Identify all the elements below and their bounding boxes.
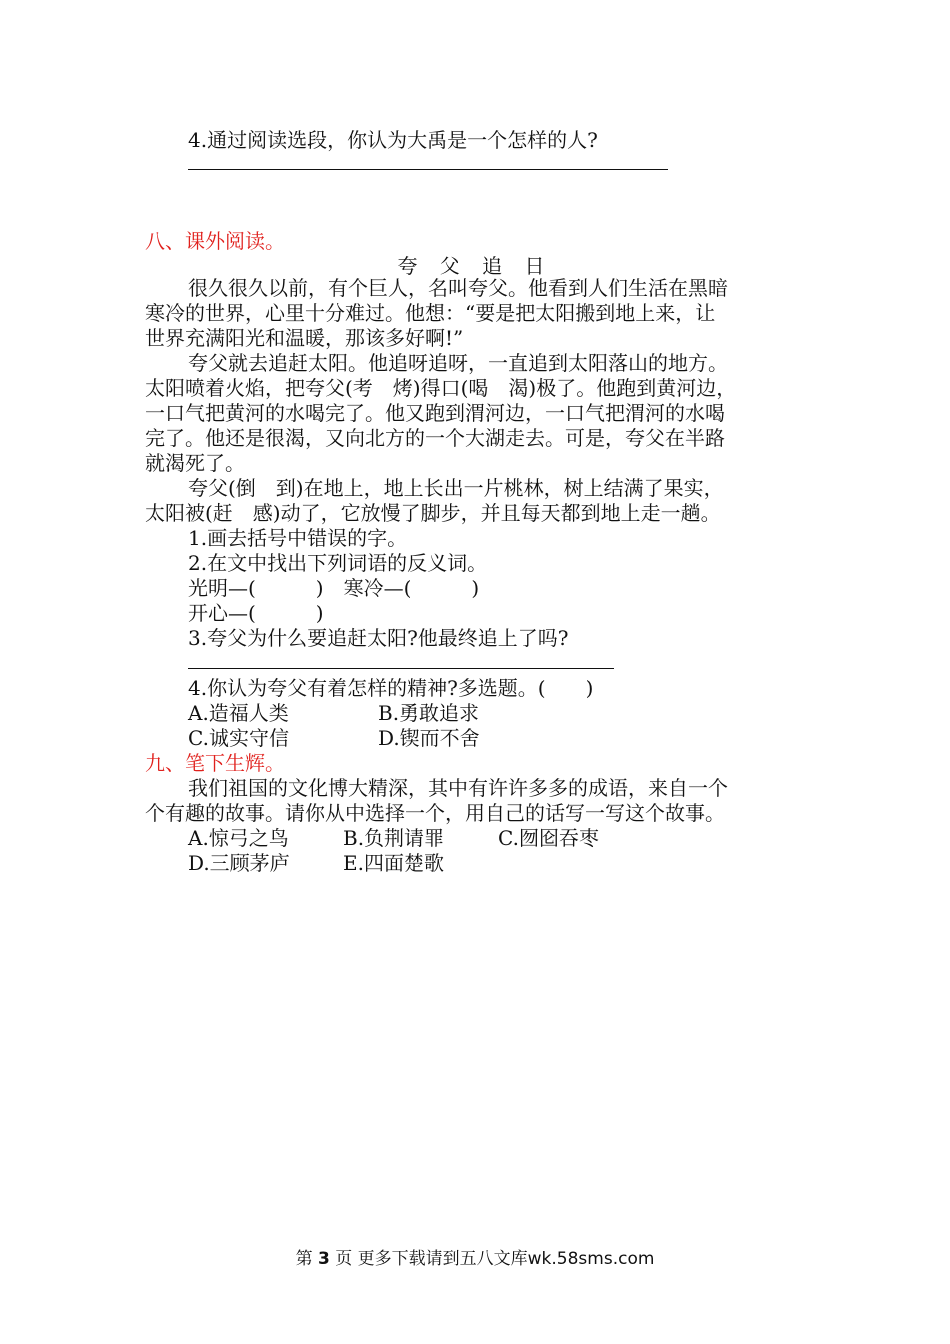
- page-footer: [0, 1248, 950, 1270]
- idiom-option-d: D.三顾茅庐: [188, 851, 290, 875]
- paragraph-line: 夸父就去追赶太阳。他追呀追呀，一直追到太阳落山的地方。: [188, 351, 728, 375]
- section-8-heading: 八、课外阅读。: [145, 229, 285, 253]
- story-title: 夸 父 追 日: [397, 254, 553, 278]
- question-1: 1.画去括号中错误的字。: [188, 526, 408, 550]
- antonym-line-2: 开心—( ): [188, 601, 324, 625]
- paragraph-line: 我们祖国的文化博大精深，其中有许许多多的成语，来自一个: [188, 776, 728, 800]
- idiom-option-e: E.四面楚歌: [343, 851, 444, 875]
- idiom-option-c: C.囫囵吞枣: [498, 826, 599, 850]
- idiom-option-b: B.负荆请罪: [343, 826, 445, 850]
- paragraph-line: 完了。他还是很渴，又向北方的一个大湖走去。可是，夸父在半路: [145, 426, 725, 450]
- idiom-option-a: A.惊弓之鸟: [188, 826, 289, 850]
- question-4: 4.你认为夸父有着怎样的精神?多选题。( ): [188, 676, 594, 700]
- footer-text: 页 更多下载请到五八文库wk.58sms.com: [335, 1249, 655, 1269]
- footer-prefix: 第: [295, 1249, 313, 1269]
- paragraph-line: 一口气把黄河的水喝完了。他又跑到渭河边，一口气把渭河的水喝: [145, 401, 725, 425]
- paragraph-line: 夸父(倒 到)在地上，地上长出一片桃林，树上结满了果实，: [188, 476, 724, 500]
- option-d: D.锲而不舍: [378, 726, 480, 750]
- paragraph-line: 就渴死了。: [145, 451, 245, 475]
- paragraph-line: 寒冷的世界，心里十分难过。他想：“要是把太阳搬到地上来，让: [145, 301, 716, 325]
- paragraph-line: 个有趣的故事。请你从中选择一个，用自己的话写一写这个故事。: [145, 801, 725, 825]
- option-c: C.诚实守信: [188, 726, 289, 750]
- question-3: 3.夸父为什么要追赶太阳?他最终追上了吗?: [188, 626, 569, 650]
- paragraph-line: 太阳被(赶 感)动了，它放慢了脚步，并且每天都到地上走一趟。: [145, 501, 721, 525]
- page-number: 3: [317, 1249, 330, 1269]
- paragraph-line: 世界充满阳光和温暖，那该多好啊!”: [145, 326, 464, 350]
- option-a: A.造福人类: [188, 701, 289, 725]
- paragraph-line: 太阳喷着火焰，把夸父(考 烤)得口(喝 渴)极了。他跑到黄河边，: [145, 376, 737, 400]
- answer-line: [188, 668, 614, 669]
- paragraph-line: 很久很久以前，有个巨人，名叫夸父。他看到人们生活在黑暗: [188, 276, 728, 300]
- answer-line: [188, 169, 668, 170]
- option-b: B.勇敢追求: [378, 701, 480, 725]
- section-9-heading: 九、笔下生辉。: [145, 751, 285, 775]
- antonym-line-1: 光明—( ) 寒冷—( ): [188, 576, 480, 600]
- question-4-dayu: 4.通过阅读选段，你认为大禹是一个怎样的人?: [188, 128, 598, 152]
- question-2: 2.在文中找出下列词语的反义词。: [188, 551, 488, 575]
